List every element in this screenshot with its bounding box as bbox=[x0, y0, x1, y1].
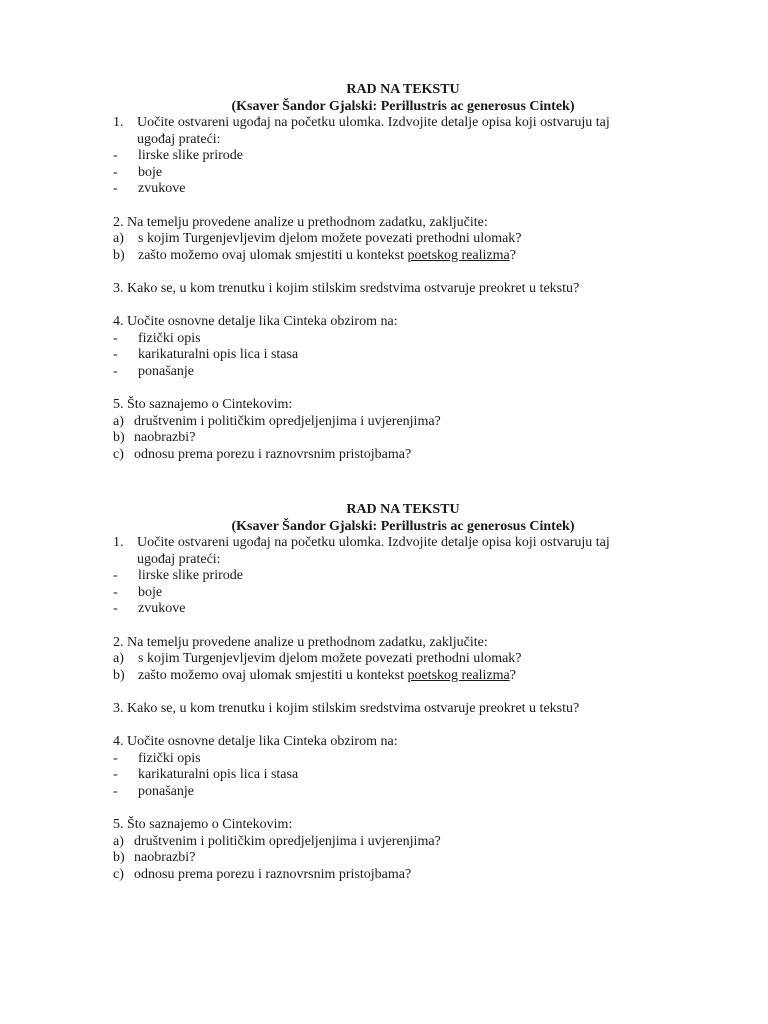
question-4: 4. Uočite osnovne detalje lika Cinteka obzirom na: bbox=[113, 314, 398, 330]
worksheet-2 bbox=[113, 501, 693, 883]
worksheet-title: RAD NA TEKSTU bbox=[346, 82, 460, 97]
list-item: - lirske slike prirode bbox=[113, 568, 243, 584]
question-1: 1. Uočite ostvareni ugođaj na početku ulomka. Izdvojite detalje opisa koji ostvaruju taj bbox=[113, 535, 610, 550]
list-item: a) s kojim Turgenjevljevim djelom možete povezati prethodni ulomak? bbox=[113, 651, 522, 667]
list-item: b) zašto možemo ovaj ulomak smjestiti u kontekst poetskog realizma? bbox=[113, 247, 516, 263]
list-item: - fizički opis bbox=[113, 330, 201, 346]
list-item: - ponašanje bbox=[113, 363, 194, 379]
question-1: 1. Uočite ostvareni ugođaj na početku ulomka. Izdvojite detalje opisa koji ostvaruju taj bbox=[113, 115, 610, 130]
question-number: 1. bbox=[113, 115, 124, 130]
question-5: 5. Što saznajemo o Cintekovim: bbox=[113, 817, 293, 833]
list-item: - ponašanje bbox=[113, 783, 194, 799]
list-item: - karikaturalni opis lica i stasa bbox=[113, 347, 299, 363]
list-item: b) naobrazbi? bbox=[113, 430, 196, 446]
question-1-continuation: ugođaj prateći: bbox=[137, 131, 221, 147]
list-item: a) društvenim i političkim opredjeljenjima i uvjerenjima? bbox=[113, 413, 441, 429]
list-item: - boje bbox=[113, 164, 163, 180]
list-item: - fizički opis bbox=[113, 750, 201, 766]
list-item: - zvukove bbox=[113, 601, 186, 617]
list-item: - karikaturalni opis lica i stasa bbox=[113, 767, 299, 783]
list-item: c) odnosu prema porezu i raznovrsnim pristojbama? bbox=[113, 446, 412, 462]
question-3: 3. Kako se, u kom trenutku i kojim stilskim sredstvima ostvaruje preokret u tekstu? bbox=[113, 280, 580, 296]
underlined-term: poetskog realizma bbox=[407, 247, 510, 263]
question-2: 2. Na temelju provedene analize u prethodnom zadatku, zaključite: bbox=[113, 634, 488, 650]
worksheet-title: RAD NA TEKSTU bbox=[346, 502, 460, 517]
worksheet-subtitle: (Ksaver Šandor Gjalski: Perillustris ac generosus Cintek) bbox=[231, 99, 575, 114]
worksheet-subtitle: (Ksaver Šandor Gjalski: Perillustris ac generosus Cintek) bbox=[231, 519, 575, 534]
question-2: 2. Na temelju provedene analize u prethodnom zadatku, zaključite: bbox=[113, 214, 488, 230]
list-item: b) zašto možemo ovaj ulomak smjestiti u kontekst poetskog realizma? bbox=[113, 667, 516, 683]
list-item: c) odnosu prema porezu i raznovrsnim pristojbama? bbox=[113, 866, 412, 882]
list-item: a) s kojim Turgenjevljevim djelom možete povezati prethodni ulomak? bbox=[113, 231, 522, 247]
underlined-term: poetskog realizma bbox=[407, 667, 510, 683]
list-item: - boje bbox=[113, 584, 163, 600]
question-number: 1. bbox=[113, 535, 124, 550]
worksheet-1 bbox=[113, 81, 693, 463]
list-item: - lirske slike prirode bbox=[113, 148, 243, 164]
question-4: 4. Uočite osnovne detalje lika Cinteka obzirom na: bbox=[113, 734, 398, 750]
list-item: - zvukove bbox=[113, 181, 186, 197]
question-5: 5. Što saznajemo o Cintekovim: bbox=[113, 397, 293, 413]
list-item: a) društvenim i političkim opredjeljenjima i uvjerenjima? bbox=[113, 833, 441, 849]
list-item: b) naobrazbi? bbox=[113, 850, 196, 866]
question-3: 3. Kako se, u kom trenutku i kojim stilskim sredstvima ostvaruje preokret u tekstu? bbox=[113, 700, 580, 716]
question-1-continuation: ugođaj prateći: bbox=[137, 551, 221, 567]
